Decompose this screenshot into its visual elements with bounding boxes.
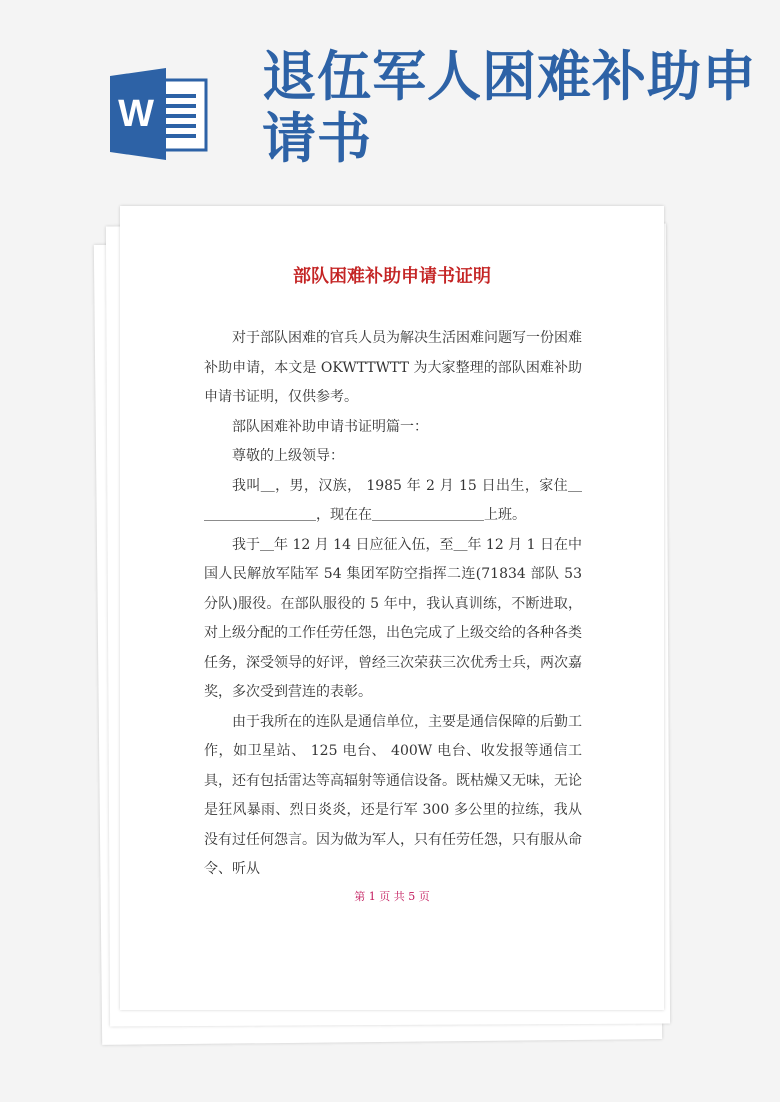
page-number: 第 1 页 共 5 页 <box>354 890 430 903</box>
word-document-icon <box>110 68 210 160</box>
paragraph: 我叫＿，男，汉族， 1985 年 2 月 15 日出生，家住＿＿＿＿＿＿＿＿＿，现在在＿＿＿＿＿＿＿＿上班。 <box>204 477 582 523</box>
paragraph: 尊敬的上级领导： <box>232 448 344 464</box>
paragraph: 我于＿年 12 月 14 日应征入伍，至＿年 12 月 1 日在中国人民解放军陆军 54 集团军防空指挥二连(71834 部队 53 分队)服役。在部队服役的 5 年中，我认真训练，不断进取，对上级分配的工作任劳任怨，出色完成了上级交给的各种各类任务，深受领导的好评，曾经三次荣获三次优秀士兵，两次嘉奖，多次受到营连的表彰。 <box>204 536 582 700</box>
banner-title: 退伍军人困难补助申请书 <box>262 45 757 170</box>
word-icon-letter: W <box>118 93 154 135</box>
paragraph: 部队困难补助申请书证明篇一： <box>232 418 428 435</box>
paragraph: 由于我所在的连队是通信单位，主要是通信保障的后勤工作，如卫星站、 125 电台、 400W 电台、收发报等通信工具，还有包括雷达等高辐射等通信设备。既枯燥又无味，无论是狂风暴雨、烈日炎炎，还是行军 300 多公里的拉练，我从没有过任何怨言。因为做为军人，只有任劳任怨，只有服从命令、听从 <box>204 713 582 877</box>
document-body <box>204 324 582 885</box>
document-title: 部队困难补助申请书证明 <box>293 266 491 287</box>
paragraph: 对于部队困难的官兵人员为解决生活困难问题写一份困难补助申请，本文是 OKWTTWTT 为大家整理的部队困难补助申请书证明，仅供参考。 <box>204 330 582 405</box>
document-page <box>120 206 664 1010</box>
